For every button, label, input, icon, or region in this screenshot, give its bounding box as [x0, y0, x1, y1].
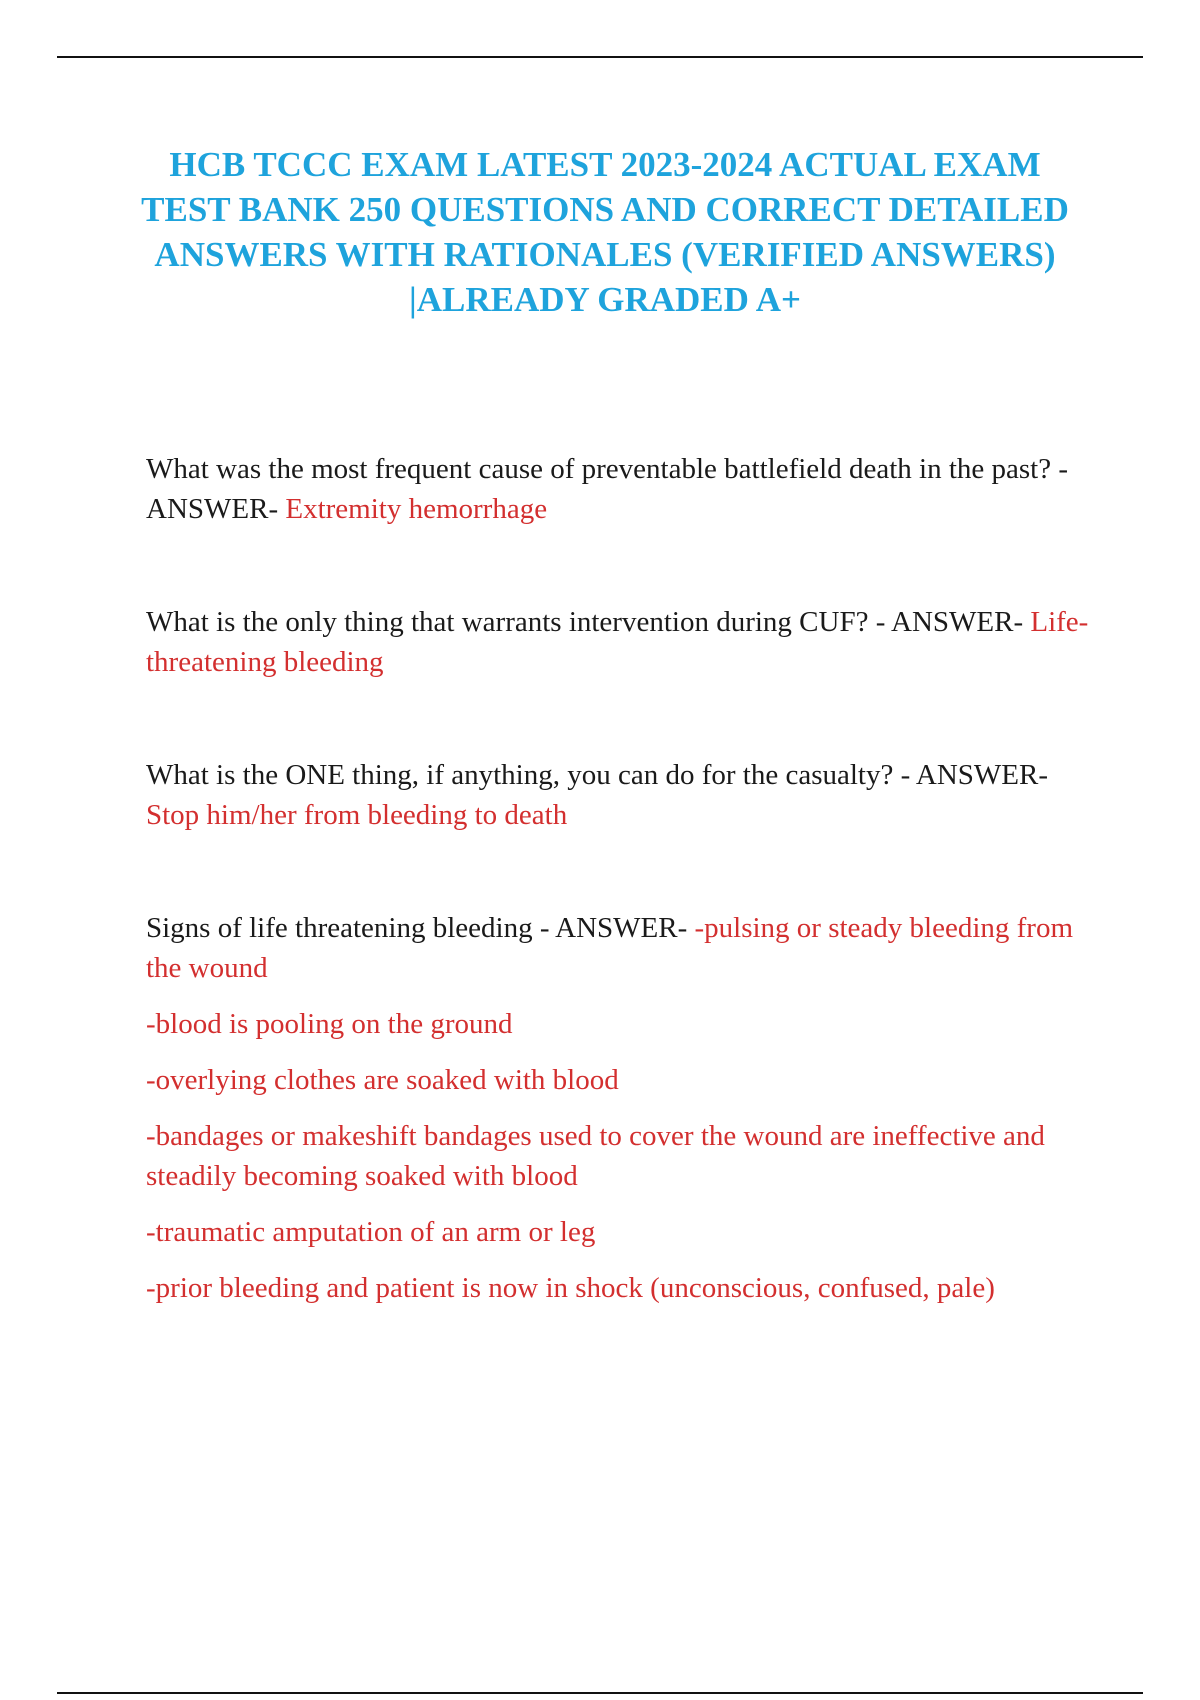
qa-list [146, 449, 1106, 1308]
question-text: What was the most frequent cause of preventable battlefield death in the past? - ANSWER- [146, 453, 1068, 525]
answer-bullet: -bandages or makeshift bandages used to cover the wound are ineffective and steadily becoming soaked with blood [146, 1120, 1045, 1192]
question-text: What is the ONE thing, if anything, you can do for the casualty? - ANSWER- [146, 759, 1049, 791]
bottom-rule [57, 1692, 1143, 1694]
qa-item-4-lead [146, 908, 1106, 988]
top-rule [57, 56, 1143, 58]
question-text: Signs of life threatening bleeding - ANSWER- [146, 912, 695, 944]
answer-text: Extremity hemorrhage [285, 493, 548, 525]
qa-item-3 [146, 755, 1106, 835]
question-text: What is the only thing that warrants intervention during CUF? - ANSWER- [146, 606, 1031, 638]
answer-bullet: -traumatic amputation of an arm or leg [146, 1216, 596, 1248]
answer-bullet: -overlying clothes are soaked with blood [146, 1064, 619, 1096]
qa-item-1 [146, 449, 1106, 529]
qa-item-2 [146, 602, 1106, 682]
qa-item-4 [146, 908, 1106, 1308]
answer-text: -pulsing or steady bleeding from the wound [146, 912, 1074, 984]
answer-bullet: -blood is pooling on the ground [146, 1008, 513, 1040]
answer-bullet: -prior bleeding and patient is now in shock (unconscious, confused, pale) [146, 1272, 995, 1304]
answer-text: Life-threatening bleeding [146, 606, 1089, 678]
answer-text: Stop him/her from bleeding to death [146, 799, 568, 831]
document-title: HCB TCCC EXAM LATEST 2023-2024 ACTUAL EXAM TEST BANK 250 QUESTIONS AND CORRECT DETAILED ANSWERS WITH RATIONALES (VERIFIED ANSWERS) |ALREADY GRADED A+ [141, 145, 1069, 319]
